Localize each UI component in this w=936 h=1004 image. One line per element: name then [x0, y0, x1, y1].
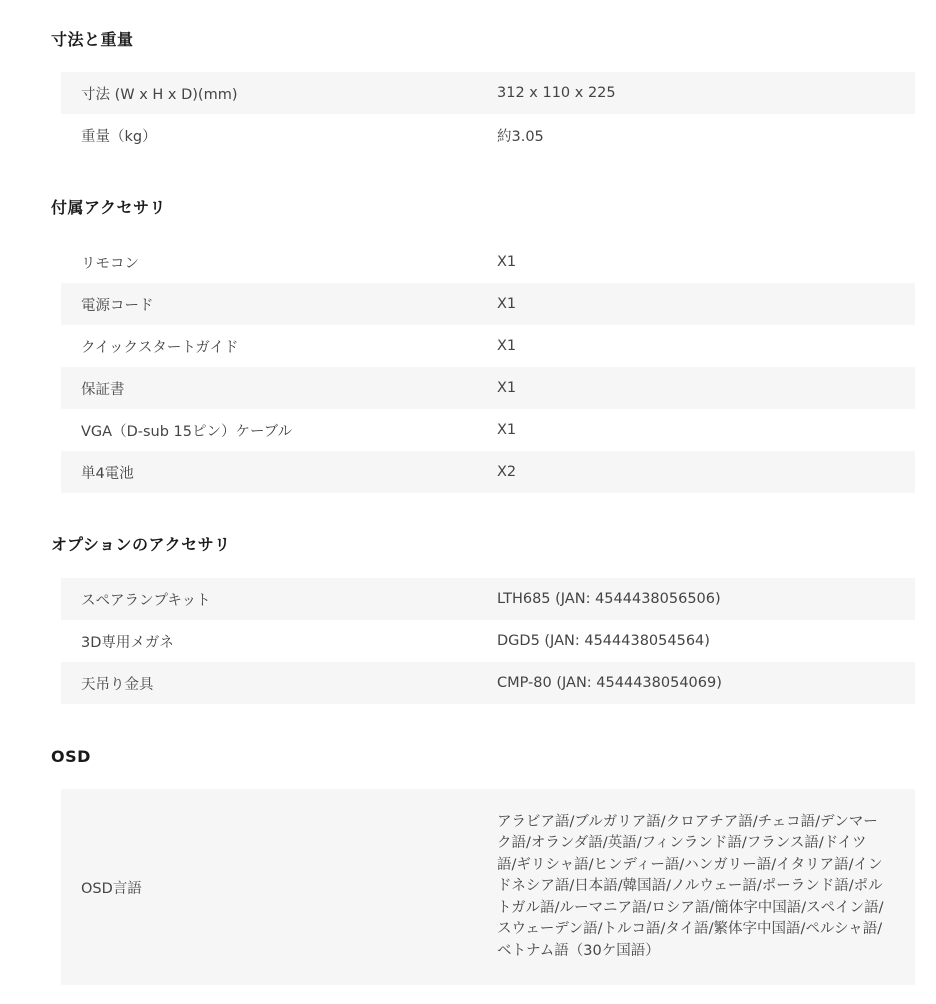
spec-label: 重量（kg）	[81, 128, 157, 145]
spec-label: 保証書	[81, 381, 125, 398]
table-row	[61, 620, 915, 662]
spec-table-optional-accessories	[61, 578, 915, 704]
spec-value: LTH685 (JAN: 4544438056506)	[497, 591, 721, 607]
section-title-included-accessories: 付属アクセサリ	[51, 198, 167, 217]
table-row	[61, 789, 915, 985]
spec-label: 3D専用メガネ	[81, 634, 174, 651]
table-row	[61, 409, 915, 451]
spec-label: 寸法 (W x H x D)(mm)	[81, 86, 238, 103]
table-row	[61, 451, 915, 493]
spec-table-dimensions	[61, 72, 915, 156]
table-row	[61, 578, 915, 620]
spec-value: CMP-80 (JAN: 4544438054069)	[497, 675, 722, 691]
table-row	[61, 241, 915, 283]
table-row	[61, 72, 915, 114]
spec-value: 約3.05	[497, 128, 544, 145]
spec-label: OSD言語	[81, 880, 142, 897]
spec-value: X1	[497, 254, 517, 270]
spec-value: 312 x 110 x 225	[497, 85, 616, 101]
spec-label: クイックスタートガイド	[81, 339, 239, 356]
spec-table-osd	[61, 789, 915, 985]
table-row	[61, 367, 915, 409]
spec-value: X1	[497, 296, 517, 312]
spec-table-included-accessories	[61, 241, 915, 493]
section-title-osd: OSD	[51, 747, 91, 766]
table-row	[61, 325, 915, 367]
section-title-dimensions: 寸法と重量	[51, 30, 134, 49]
spec-value: X2	[497, 464, 517, 480]
spec-label: リモコン	[81, 255, 139, 272]
spec-value: アラビア語/ブルガリア語/クロアチア語/チェコ語/デンマーク語/オランダ語/英語/フィンランド語/フランス語/ドイツ語/ギリシャ語/ヒンディー語/ハンガリー語/イタリア語/インドネシア語/日本語/韓国語/ノルウェー語/ポーランド語/ポルトガル語/ルーマニア語/ロシア語/簡体字中国語/スペイン語/スウェーデン語/トルコ語/タイ語/繁体字中国語/ペルシャ語/ベトナム語（30ケ国語）	[497, 813, 884, 959]
spec-label: 電源コード	[81, 297, 154, 314]
spec-label: 単4電池	[81, 465, 134, 482]
spec-value: X1	[497, 338, 517, 354]
spec-label: 天吊り金具	[81, 676, 154, 693]
table-row	[61, 283, 915, 325]
table-row	[61, 114, 915, 156]
spec-label: VGA（D-sub 15ピン）ケーブル	[81, 423, 293, 440]
spec-value: X1	[497, 380, 517, 396]
section-title-optional-accessories: オプションのアクセサリ	[51, 535, 231, 554]
spec-label: スペアランプキット	[81, 592, 211, 609]
spec-value: DGD5 (JAN: 4544438054564)	[497, 633, 710, 649]
spec-value: X1	[497, 422, 517, 438]
table-row	[61, 662, 915, 704]
